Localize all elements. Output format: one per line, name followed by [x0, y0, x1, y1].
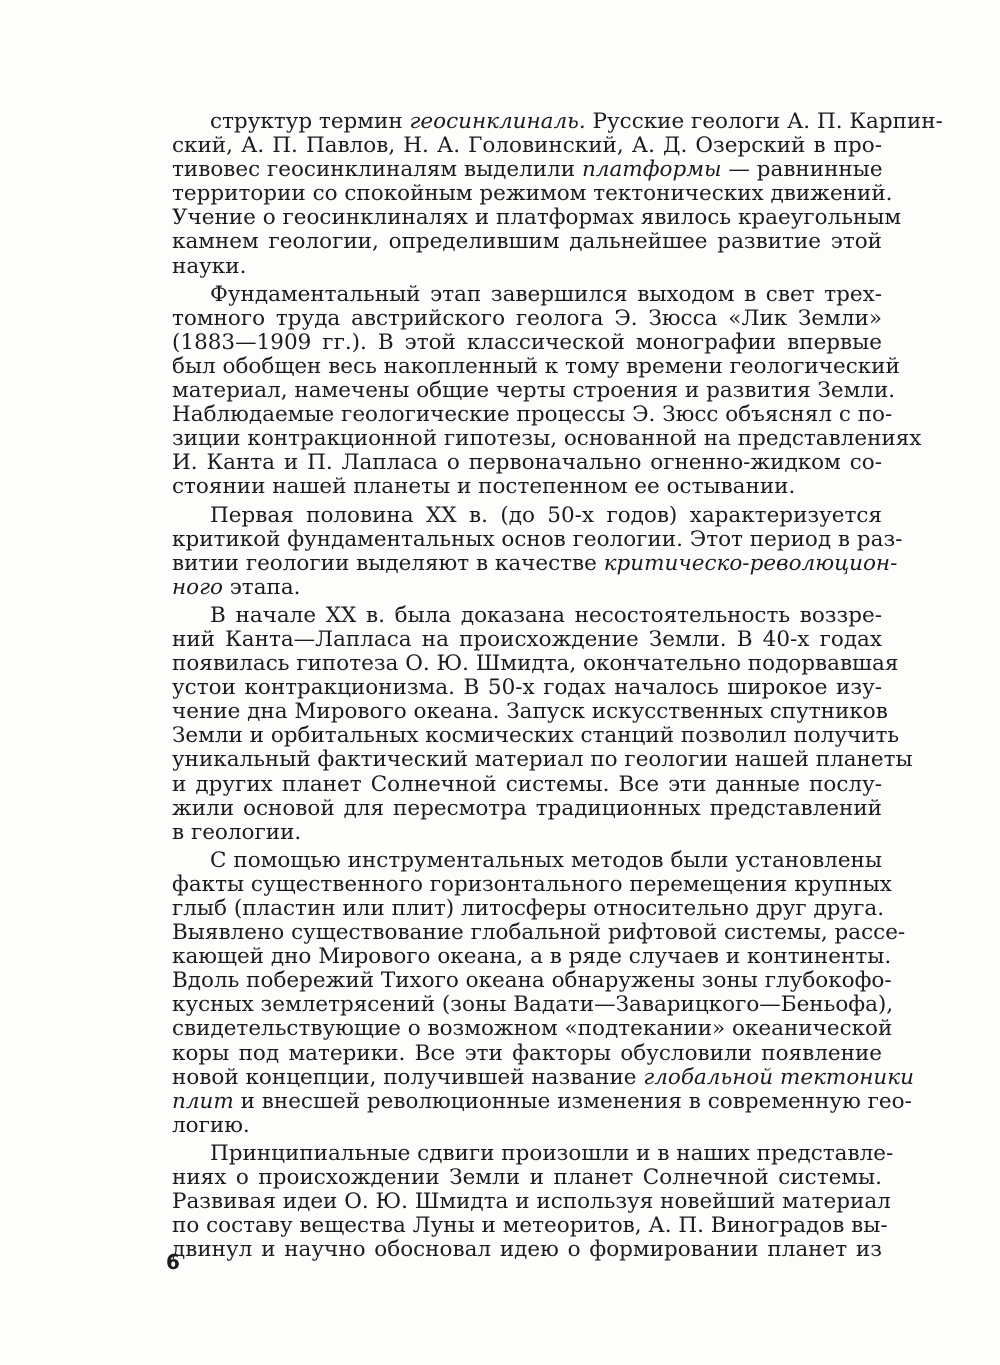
text-line: Первая половина XX в. (до 50-х годов) характеризуется: [210, 502, 882, 528]
text-line: логию.: [172, 1112, 250, 1138]
text-line: науки.: [172, 253, 247, 279]
text-line: Вдоль побережий Тихого океана обнаружены зоны глубокофо-: [172, 968, 892, 994]
text-line: тивовес геосинклиналям выделили платформы — равнинные: [172, 157, 883, 183]
text-line: томного труда австрийского геолога Э. Зюсса «Лик Земли»: [172, 305, 882, 331]
text-line: ниях о происхождении Земли и планет Солнечной системы.: [172, 1165, 882, 1191]
italic-term: глобальной тектоники: [643, 1064, 914, 1090]
text-line: С помощью инструментальных методов были установлены: [210, 847, 882, 873]
text-line: плит и внесшей революционные изменения в современную гео-: [172, 1088, 912, 1114]
italic-term: геосинклиналь.: [409, 109, 586, 134]
text-line: критикой фундаментальных основ геологии. Этот период в раз-: [172, 526, 903, 552]
text-line: уникальный фактический материал по геологии нашей планеты: [172, 747, 913, 773]
text-line: материал, намечены общие черты строения и развития Земли.: [172, 378, 896, 404]
paragraph-3: [172, 502, 903, 600]
text-line: ного этапа.: [172, 574, 301, 600]
text-line: глыб (пластин или плит) литосферы относительно друг друга.: [172, 896, 885, 921]
paragraph-4: [172, 602, 913, 845]
text-line: Выявлено существование глобальной рифтовой системы, рассе-: [172, 920, 906, 946]
text-line: свидетельствующие о возможном «подтекании» океанической: [172, 1016, 893, 1042]
text-line: кающей дно Мирового океана, а в ряде случаев и континенты.: [172, 944, 892, 970]
italic-term: платформы: [581, 157, 722, 183]
page-number: 6: [166, 1250, 180, 1274]
text-line: появилась гипотеза О. Ю. Шмидта, окончательно подорвавшая: [172, 651, 899, 677]
text-line: Учение о геосинклиналях и платформах явилось краеугольным: [172, 205, 902, 231]
text-line: витии геологии выделяют в качестве критическо-революцион-: [172, 550, 898, 576]
text-line: Принципиальные сдвиги произошли и в наших представле-: [210, 1140, 894, 1166]
text-line: камнем геологии, определившим дальнейшее развитие этой: [172, 229, 882, 255]
text-line: Земли и орбитальных космических станций позволил получить: [172, 723, 900, 749]
page-body: [172, 109, 943, 1263]
paragraph-5: [172, 847, 914, 1138]
text-line: зиции контракционной гипотезы, основанной на представлениях: [172, 426, 922, 452]
text-line: жили основой для пересмотра традиционных представлений: [172, 795, 882, 821]
text-line: структур термин геосинклиналь. Русские геологи А. П. Карпин-: [210, 109, 943, 134]
text-line: чение дна Мирового океана. Запуск искусственных спутников: [172, 699, 888, 725]
paragraph-1: [172, 109, 943, 279]
text-line: Развивая идеи О. Ю. Шмидта и используя новейший материал: [172, 1189, 891, 1215]
italic-term: плит: [172, 1088, 234, 1114]
text-line: В начале XX в. была доказана несостоятельность воззре-: [210, 602, 882, 628]
text-line: новой концепции, получившей название глобальной тектоники: [172, 1064, 914, 1090]
italic-term: ного: [172, 574, 223, 600]
text-line: территории со спокойным режимом тектонических движений.: [172, 181, 893, 207]
text-line: стоянии нашей планеты и постепенном ее остывании.: [172, 474, 796, 500]
text-line: Фундаментальный этап завершился выходом в свет трех-: [210, 281, 882, 307]
text-line: и других планет Солнечной системы. Все эти данные послу-: [172, 771, 882, 797]
paragraph-2: [172, 281, 922, 500]
text-line: И. Канта и П. Лапласа о первоначально огненно-жидком со-: [172, 450, 882, 476]
text-line: (1883—1909 гг.). В этой классической монографии впервые: [172, 329, 882, 355]
paragraph-6: [172, 1140, 894, 1263]
text-line: коры под материки. Все эти факторы обусловили появление: [172, 1040, 882, 1066]
text-line: Наблюдаемые геологические процессы Э. Зюсс объяснял с по-: [172, 402, 893, 428]
text-line: по составу вещества Луны и метеоритов, А. П. Виноградов вы-: [172, 1213, 888, 1239]
italic-term: критическо-революцион-: [603, 550, 898, 576]
text-line: двинул и научно обосновал идею о формировании планет из: [172, 1237, 882, 1263]
text-line: ский, А. П. Павлов, Н. А. Головинский, А. Д. Озерский в про-: [172, 133, 882, 159]
text-line: факты существенного горизонтального перемещения крупных: [172, 871, 892, 897]
text-line: в геологии.: [172, 819, 302, 845]
text-line: ний Канта—Лапласа на происхождение Земли. В 40-х годах: [172, 626, 882, 652]
text-line: устои контракционизма. В 50-х годах началось широкое изу-: [172, 675, 882, 701]
text-line: кусных землетрясений (зоны Вадати—Заварицкого—Беньофа),: [172, 992, 894, 1018]
text-line: был обобщен весь накопленный к тому времени геологический: [172, 353, 900, 379]
